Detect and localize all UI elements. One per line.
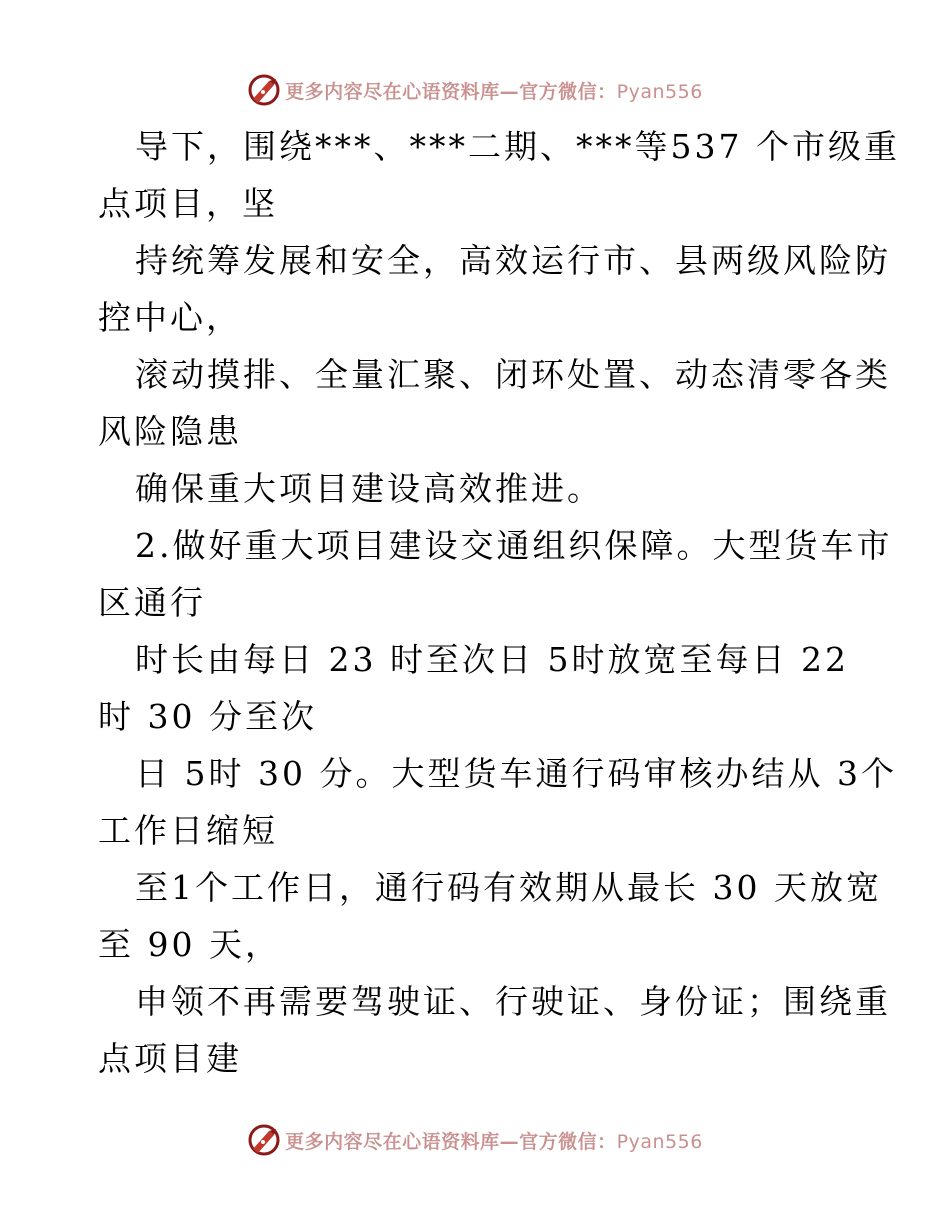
- watermark-wechat-id: Pyan556: [616, 1130, 703, 1153]
- paragraph-line: 区通行: [98, 583, 206, 622]
- document-body: [0, 118, 950, 1087]
- paragraph-line: 控中心，: [98, 298, 242, 337]
- watermark-text: 更多内容尽在心语资料库—官方微信：Pyan556: [285, 80, 703, 103]
- paragraph-2: [0, 232, 950, 346]
- paragraph-line: 持统筹发展和安全，高效运行市、县两级风险防: [135, 241, 891, 280]
- paragraph-line: 滚动摸排、全量汇聚、闭环处置、动态清零各类: [135, 355, 891, 394]
- paragraph-line: 至1个工作日，通行码有效期从最长 30 天放宽: [135, 868, 882, 907]
- paragraph-line: 日 5时 30 分。大型货车通行码审核办结从 3个: [135, 754, 897, 793]
- paragraph-line: 申领不再需要驾驶证、行驶证、身份证；围绕重: [135, 982, 891, 1021]
- pen-nib-logo-icon: [247, 1123, 281, 1157]
- watermark-text: 更多内容尽在心语资料库—官方微信：Pyan556: [285, 1130, 703, 1153]
- paragraph-9: [0, 973, 950, 1087]
- paragraph-7: [0, 745, 950, 859]
- paragraph-1: [0, 118, 950, 232]
- header-watermark: [0, 70, 950, 110]
- paragraph-line: 工作日缩短: [98, 811, 278, 850]
- paragraph-line: 至 90 天，: [98, 925, 281, 964]
- paragraph-line: 确保重大项目建设高效推进。: [135, 469, 603, 508]
- paragraph-3: [0, 346, 950, 460]
- paragraph-line: 点项目建: [98, 1039, 242, 1078]
- paragraph-5: [0, 517, 950, 631]
- paragraph-line: 导下，围绕***、***二期、***等537 个市级重: [135, 127, 900, 166]
- paragraph-line: 时长由每日 23 时至次日 5时放宽至每日 22: [135, 640, 849, 679]
- pen-nib-logo-icon: [247, 73, 281, 107]
- paragraph-line: 2.做好重大项目建设交通组织保障。大型货车市: [135, 526, 893, 565]
- paragraph-6: [0, 631, 950, 745]
- footer-watermark: [0, 1120, 950, 1160]
- paragraph-8: [0, 859, 950, 973]
- paragraph-line: 风险隐患: [98, 412, 242, 451]
- paragraph-line: 时 30 分至次: [98, 697, 317, 736]
- watermark-wechat-id: Pyan556: [616, 80, 703, 103]
- paragraph-4: [0, 460, 950, 517]
- paragraph-line: 点项目，坚: [98, 184, 278, 223]
